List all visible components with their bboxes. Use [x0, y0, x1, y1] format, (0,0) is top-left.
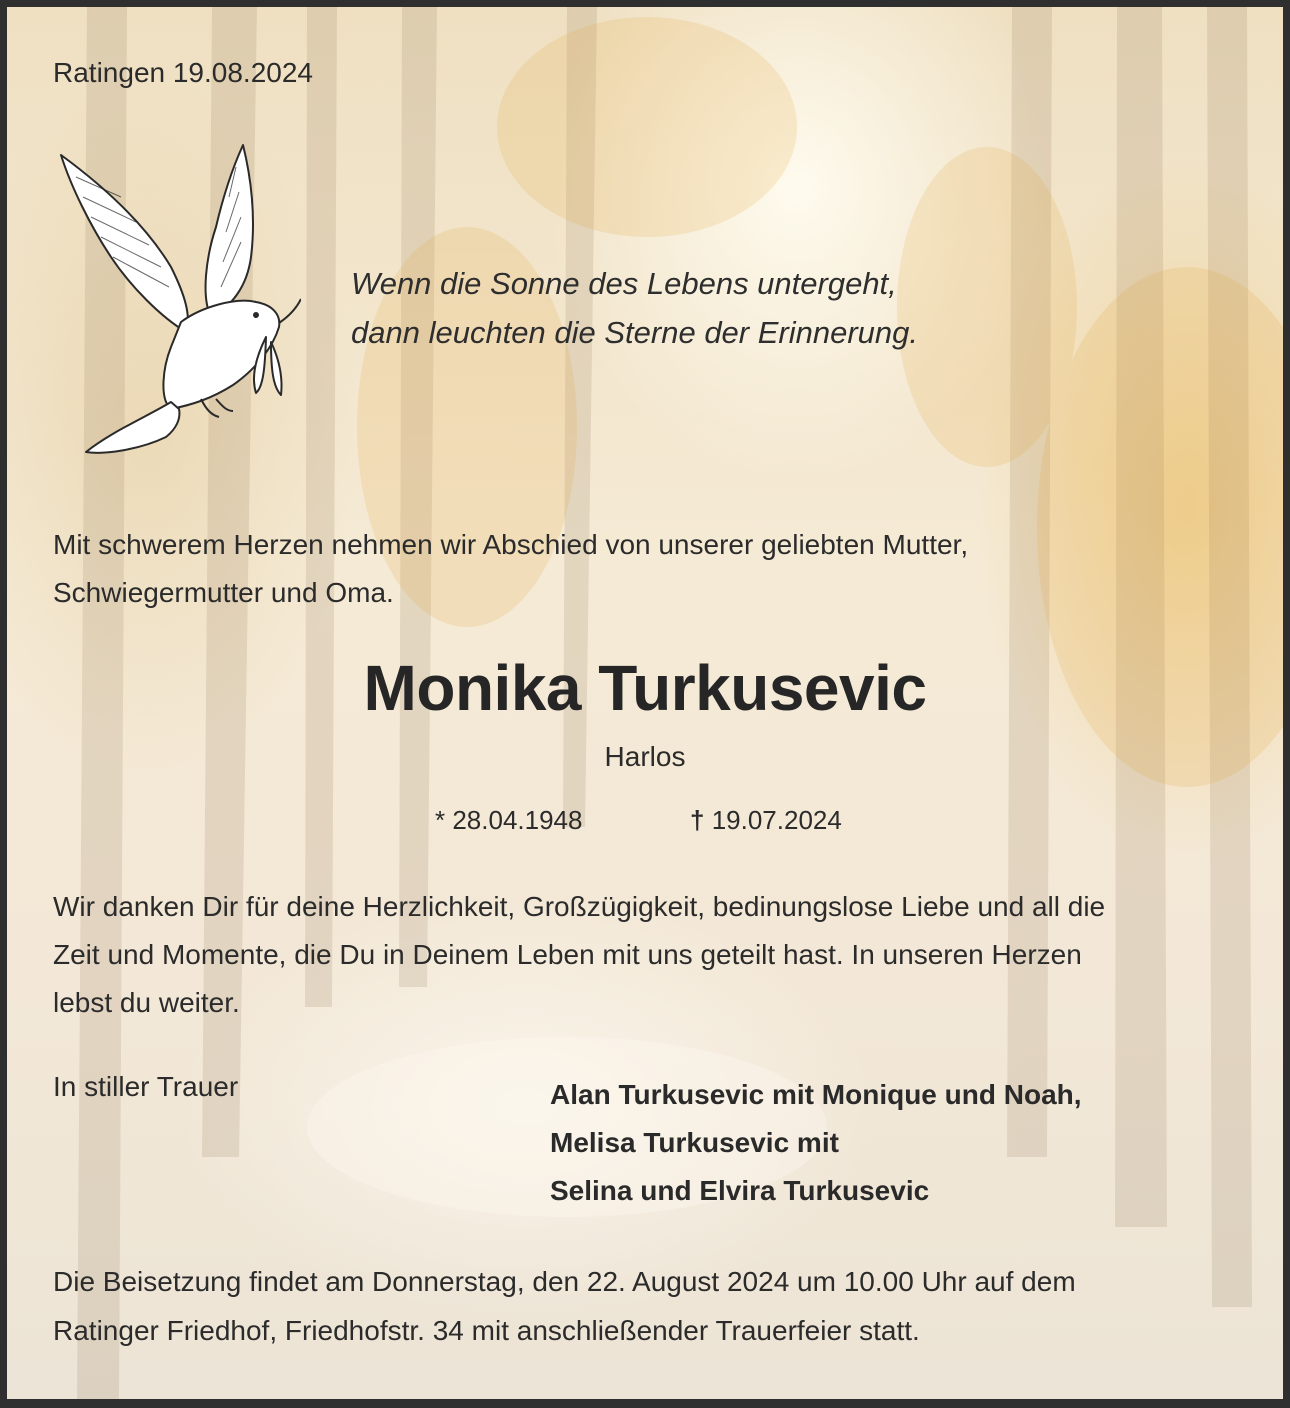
cross-icon: † — [690, 805, 705, 835]
mourning-label: In stiller Trauer — [53, 1071, 239, 1102]
intro-text — [53, 521, 968, 617]
death-date-value: 19.07.2024 — [711, 805, 842, 835]
burial-line: Ratinger Friedhof, Friedhofstr. 34 mit anschließender Trauerfeier statt. — [53, 1315, 920, 1346]
thanks-line: Zeit und Momente, die Du in Deinem Leben mit uns geteilt hast. In unseren Herzen — [53, 939, 1082, 970]
deceased-name: Monika Turkusevic — [363, 652, 927, 724]
mourner-line: Alan Turkusevic mit Monique und Noah, — [550, 1079, 1082, 1110]
thanks-line: Wir danken Dir für deine Herzlichkeit, Großzügigkeit, bedinungslose Liebe und all die — [53, 891, 1106, 922]
mourner-line: Selina und Elvira Turkusevic — [550, 1175, 930, 1206]
thanks-line: lebst du weiter. — [53, 987, 240, 1018]
obituary-card — [7, 7, 1283, 1399]
intro-line: Mit schwerem Herzen nehmen wir Abschied von unserer geliebten Mutter, — [53, 529, 969, 560]
burial-line: Die Beisetzung findet am Donnerstag, den 22. August 2024 um 10.00 Uhr auf dem — [53, 1266, 1076, 1297]
memorial-quote — [351, 259, 918, 357]
death-date — [690, 805, 842, 836]
burial-info — [53, 1257, 1076, 1355]
birth-name: Harlos — [604, 741, 686, 772]
quote-line: Wenn die Sonne des Lebens untergeht, — [351, 266, 897, 301]
place-date: Ratingen 19.08.2024 — [53, 57, 313, 88]
thanks-text — [53, 883, 1105, 1027]
birth-date: * 28.04.1948 — [435, 805, 583, 835]
mourner-names — [550, 1071, 1082, 1215]
intro-line: Schwiegermutter und Oma. — [53, 577, 394, 608]
mourner-line: Melisa Turkusevic mit — [550, 1127, 839, 1158]
quote-line: dann leuchten die Sterne der Erinnerung. — [351, 315, 919, 350]
